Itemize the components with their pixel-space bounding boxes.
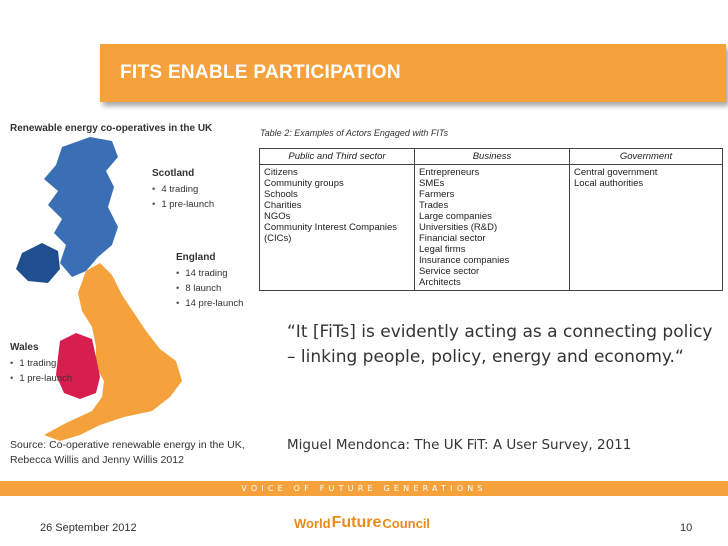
logo-world-text: World (294, 515, 331, 531)
table-cell-item: Universities (R&D) (419, 222, 498, 233)
scotland-prelaunch: • 1 pre-launch (152, 199, 214, 210)
table-cell-item: Community Interest Companies (264, 222, 398, 233)
map-source-note: Source: Co-operative renewable energy in the UK, Rebecca Willis and Jenny Willis 2012 (10, 439, 245, 466)
table-cell-item: Large companies (419, 211, 492, 222)
slide-date: 26 September 2012 (40, 522, 137, 534)
table-cell-item: SMEs (419, 178, 445, 189)
header-public: Public and Third sector (260, 149, 415, 165)
england-stats (176, 252, 243, 313)
actors-table (259, 148, 723, 291)
england-launch: • 8 launch (176, 283, 243, 294)
table-cell-item: Local authorities (574, 178, 644, 189)
wales-trading: • 1 trading (10, 358, 72, 369)
footer-tagline: VOICE OF FUTURE GENERATIONS (241, 484, 487, 493)
table-cell-item: Citizens (264, 167, 298, 178)
england-prelaunch: • 14 pre-launch (176, 298, 243, 309)
table-cell-item: Architects (419, 277, 461, 288)
government-cell (570, 165, 723, 291)
quote-text: “It [FiTs] is evidently acting as a connecting policy – linking people, policy, energy and economy.“ (287, 322, 713, 367)
map-heading: Renewable energy co-operatives in the UK (10, 123, 213, 134)
northern-ireland-region (16, 243, 60, 283)
england-trading: • 14 trading (176, 268, 243, 279)
page-number: 10 (680, 522, 693, 534)
table-cell-item: Farmers (419, 189, 455, 200)
wales-stats (10, 342, 72, 388)
table-header-row (260, 149, 723, 165)
table-cell-item: Schools (264, 189, 298, 200)
table-cell-item: (CICs) (264, 233, 292, 244)
england-label: England (176, 252, 216, 263)
logo-council-text: Council (382, 515, 431, 531)
header-business: Business (415, 149, 570, 165)
table-row (260, 165, 723, 291)
header-government: Government (570, 149, 723, 165)
table-cell-item: Charities (264, 200, 302, 211)
wales-prelaunch: • 1 pre-launch (10, 373, 72, 384)
table-cell-item: Central government (574, 167, 658, 178)
table-cell-item: Entrepreneurs (419, 167, 480, 178)
wales-label: Wales (10, 342, 39, 353)
table-cell-item: Community groups (264, 178, 344, 189)
slide-title: FITS ENABLE PARTICIPATION (120, 62, 401, 83)
scotland-label: Scotland (152, 168, 195, 179)
table-cell-item: Trades (419, 200, 449, 211)
table-cell-item: Legal firms (419, 244, 466, 255)
world-future-council-logo (294, 510, 430, 536)
scotland-stats (152, 168, 214, 214)
table-cell-item: Service sector (419, 266, 480, 277)
table-cell-item: Financial sector (419, 233, 486, 244)
table-cell-item: Insurance companies (419, 255, 510, 266)
logo-future-text: Future (331, 514, 382, 531)
business-cell (415, 165, 570, 291)
quote-author: Miguel Mendonca: The UK FiT: A User Survey, 2011 (287, 437, 632, 453)
table-caption: Table 2: Examples of Actors Engaged with FITs (260, 128, 449, 138)
slide-title-bar (100, 44, 726, 102)
scotland-trading: • 4 trading (152, 184, 214, 195)
table-cell-item: NGOs (264, 211, 291, 222)
public-cell (260, 165, 415, 291)
footer-band (0, 481, 728, 496)
